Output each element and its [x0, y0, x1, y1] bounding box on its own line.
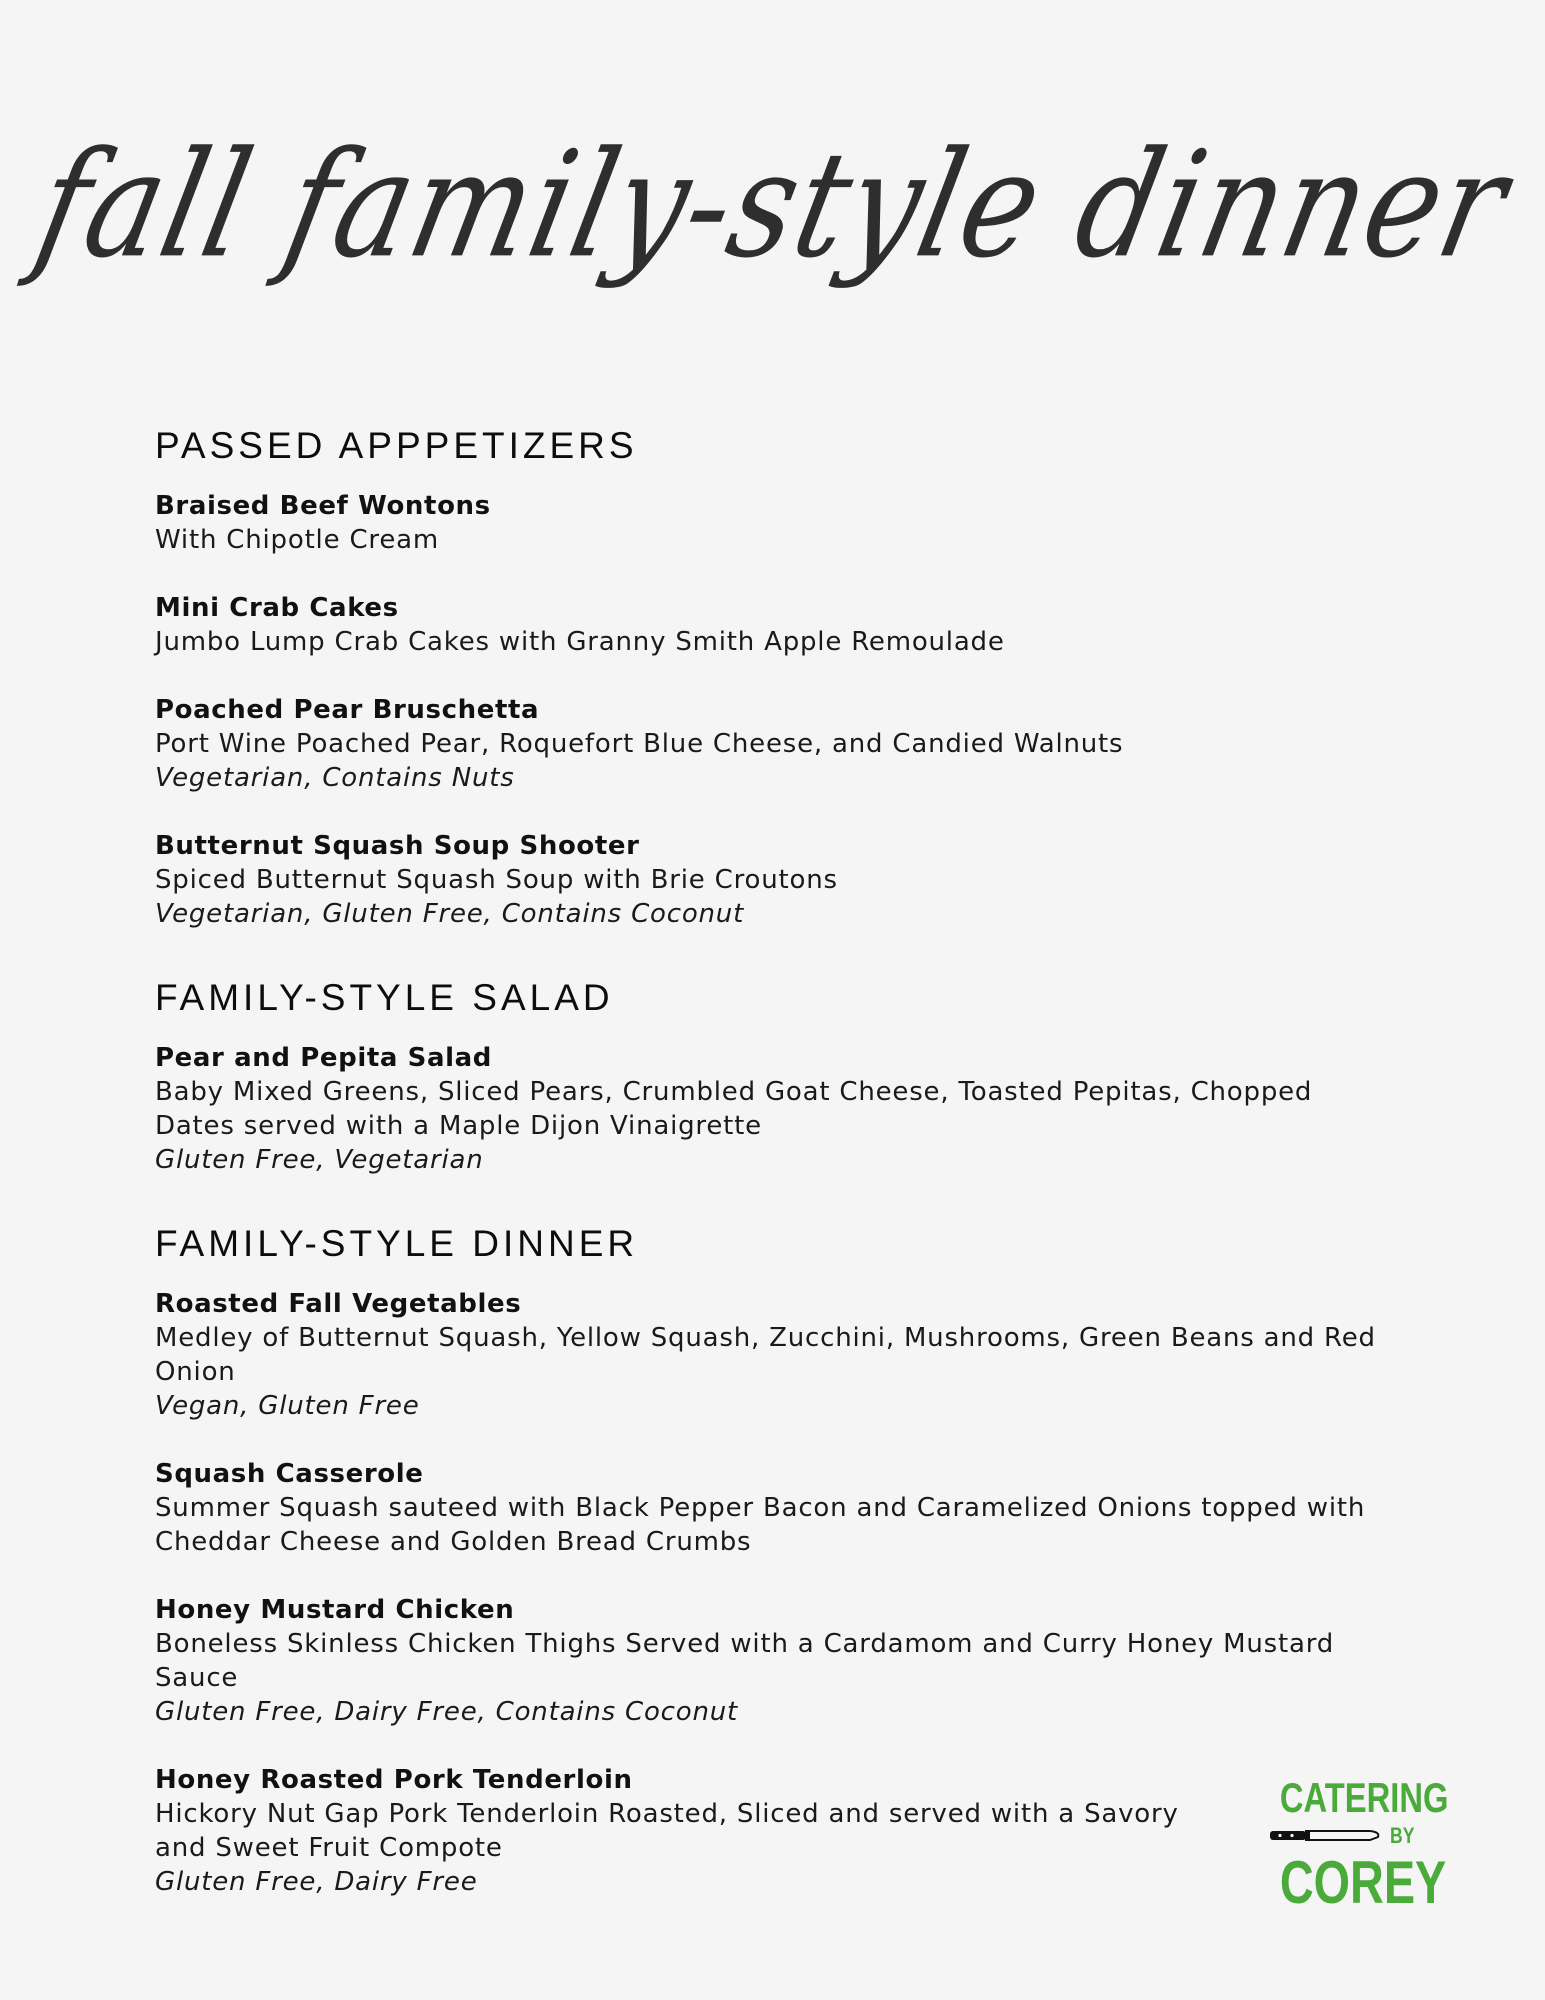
item-name: Braised Beef Wontons [155, 491, 491, 521]
item-name: Honey Mustard Chicken [155, 1595, 515, 1625]
menu-item [155, 1763, 1385, 1899]
section-family-style-salad [155, 977, 1385, 1177]
item-dietary-tags: Vegetarian, Gluten Free, Contains Coconut [155, 899, 745, 929]
item-description: Port Wine Poached Pear, Roquefort Blue Cheese, and Candied Walnuts [155, 729, 1124, 759]
logo-line-by: BY [1390, 1823, 1415, 1848]
item-dietary-tags: Gluten Free, Vegetarian [155, 1145, 484, 1175]
item-dietary-tags: Gluten Free, Dairy Free, Contains Coconut [155, 1697, 739, 1727]
item-dietary-tags: Vegetarian, Contains Nuts [155, 763, 515, 793]
item-description: Baby Mixed Greens, Sliced Pears, Crumbled Goat Cheese, Toasted Pepitas, Chopped Dates served with a Maple Dijon Vinaigrette [155, 1077, 1313, 1141]
item-description: With Chipotle Cream [155, 525, 439, 555]
section-heading: FAMILY-STYLE SALAD [155, 977, 614, 1018]
logo-line-corey: COREY [1279, 1849, 1447, 1916]
item-description: Spiced Butternut Squash Soup with Brie Croutons [155, 865, 838, 895]
section-family-style-dinner [155, 1223, 1385, 1899]
item-name: Butternut Squash Soup Shooter [155, 831, 640, 861]
item-description: Jumbo Lump Crab Cakes with Granny Smith Apple Remoulade [155, 627, 1005, 657]
menu-item [155, 1041, 1385, 1177]
section-heading: FAMILY-STYLE DINNER [155, 1223, 639, 1264]
item-description: Boneless Skinless Chicken Thighs Served with a Cardamom and Curry Honey Mustard Sauce [155, 1629, 1335, 1693]
menu-item [155, 829, 1385, 931]
item-name: Mini Crab Cakes [155, 593, 399, 623]
section-heading: PASSED APPPETIZERS [155, 425, 638, 466]
menu-item [155, 1287, 1385, 1423]
menu-item [155, 489, 1385, 557]
item-name: Honey Roasted Pork Tenderloin [155, 1765, 633, 1795]
item-description: Summer Squash sauteed with Black Pepper Bacon and Caramelized Onions topped with Cheddar Cheese and Golden Bread Crumbs [155, 1493, 1366, 1557]
item-name: Squash Casserole [155, 1459, 424, 1489]
item-description: Hickory Nut Gap Pork Tenderloin Roasted, Sliced and served with a Savory and Sweet Fruit Compote [155, 1799, 1179, 1863]
item-name: Poached Pear Bruschetta [155, 695, 540, 725]
menu-item [155, 693, 1385, 795]
item-name: Roasted Fall Vegetables [155, 1289, 522, 1319]
item-name: Pear and Pepita Salad [155, 1043, 493, 1073]
catering-by-corey-logo [1262, 1774, 1449, 1916]
menu-item [155, 1457, 1385, 1559]
section-passed-appetizers [155, 425, 1385, 931]
logo-line-catering: CATERING [1279, 1774, 1449, 1821]
menu-item [155, 591, 1385, 659]
menu-item [155, 1593, 1385, 1729]
item-dietary-tags: Vegan, Gluten Free [155, 1391, 420, 1421]
menu-content [155, 425, 1385, 1945]
item-dietary-tags: Gluten Free, Dairy Free [155, 1867, 478, 1897]
menu-title: fall family-style dinner [23, 120, 1523, 291]
item-description: Medley of Butternut Squash, Yellow Squash, Zucchini, Mushrooms, Green Beans and Red Onion [155, 1323, 1376, 1387]
